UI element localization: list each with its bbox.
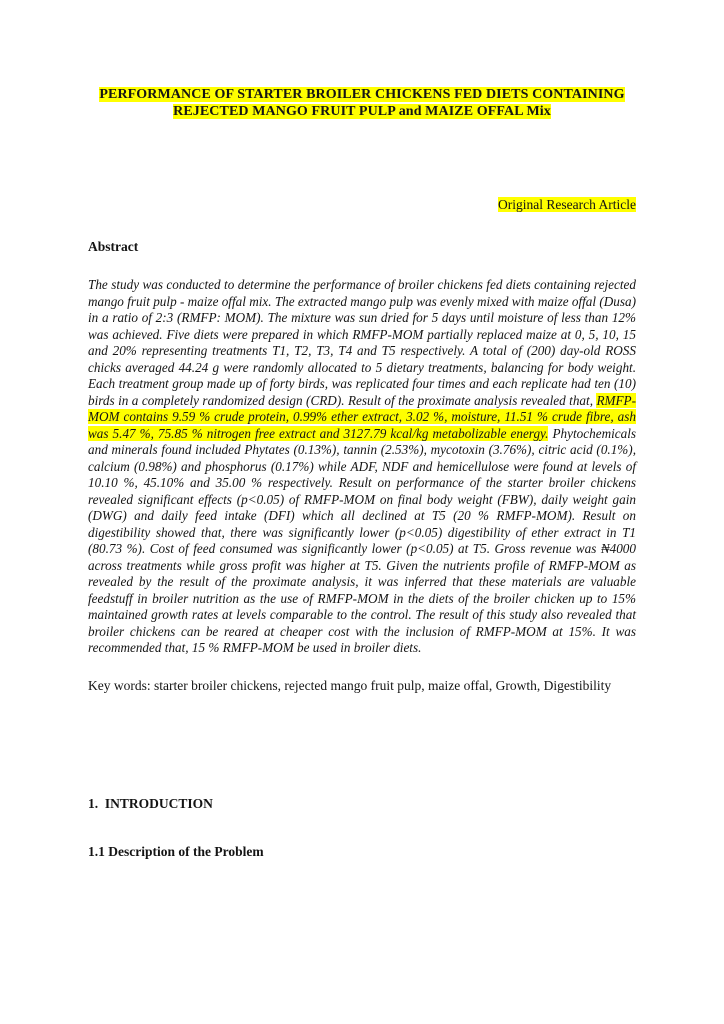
keywords-line: Key words: starter broiler chickens, rejected mango fruit pulp, maize offal, Growth, Digestibility	[88, 677, 612, 693]
paper-title-line2: REJECTED MANGO FRUIT PULP and MAIZE OFFAL Mix	[173, 104, 551, 119]
article-type-badge: Original Research Article	[498, 197, 636, 212]
section-heading-introduction: 1. INTRODUCTION	[88, 795, 213, 811]
abstract-text-before-highlight: The study was conducted to determine the performance of broiler chickens fed diets containing rejected mango fruit pulp - maize offal mix. The extracted mango pulp was evenly mixed with maize offal (Dusa) in a ratio of 2:3 (RMFP: MOM). The mixture was sun dried for 5 days until moisture of less than 12% was achieved. Five diets were prepared in which RMFP-MOM partially replaced maize at 0, 5, 10, 15 and 20% representing treatments T1, T2, T3, T4 and T5 respectively. A total of (200) day-old ROSS chicks averaged 44.24 g were randomly allocated to 5 dietary treatments, balancing for body weight. Each treatment group made up of forty birds, was replicated four times and each replicate had ten (10) birds in a completely randomized design (CRD). Result of the proximate analysis revealed that,	[88, 277, 636, 408]
abstract-text-after-highlight: Phytochemicals and minerals found included Phytates (0.13%), tannin (2.53%), mycotoxin (3.76%), citric acid (0.1%), calcium (0.98%) and phosphorus (0.17%) while ADF, NDF and hemicellulose were found at levels of 10.10 %, 45.10% and 35.00 % respectively. Result on performance of the starter broiler chickens revealed significant effects (p<0.05) of RMFP-MOM on final body weight (FBW), daily weight gain (DWG) and daily feed intake (DFI) which all declined at T5 (20 % RMFP-MOM). Result on digestibility showed that, there was significantly lower (p<0.05) digestibility of ether extract in T1 (80.73 %). Cost of feed consumed was significantly lower (p<0.05) at T5. Gross revenue was ₦4000 across treatments while gross profit was higher at T5. Given the nutrients profile of RMFP-MOM as revealed by the result of the proximate analysis, it was inferred that these materials are valuable feedstuff in broiler nutrition as the use of RMFP-MOM in the diets of the broiler chicken up to 15% maintained growth rates at levels comparable to the control. The result of this study also revealed that broiler chickens can be reared at cheaper cost with the inclusion of RMFP-MOM at 15%. It was recommended that, 15 % RMFP-MOM be used in broiler diets.	[88, 425, 636, 655]
paper-title	[88, 86, 636, 120]
section-heading-description-of-problem: 1.1 Description of the Problem	[88, 843, 264, 859]
paper-title-line1: PERFORMANCE OF STARTER BROILER CHICKENS FED DIETS CONTAINING	[99, 87, 625, 102]
abstract-text-highlighted: RMFP-MOM contains 9.59 % crude protein, 0.99% ether extract, 3.02 %, moisture, 11.51 % crude fibre, ash was 5.47 %, 75.85 % nitrogen free extract and 3127.79 kcal/kg metabolizable energy.	[88, 392, 636, 441]
abstract-heading: Abstract	[88, 239, 139, 254]
article-type-row	[88, 196, 636, 213]
abstract-paragraph	[88, 277, 636, 657]
